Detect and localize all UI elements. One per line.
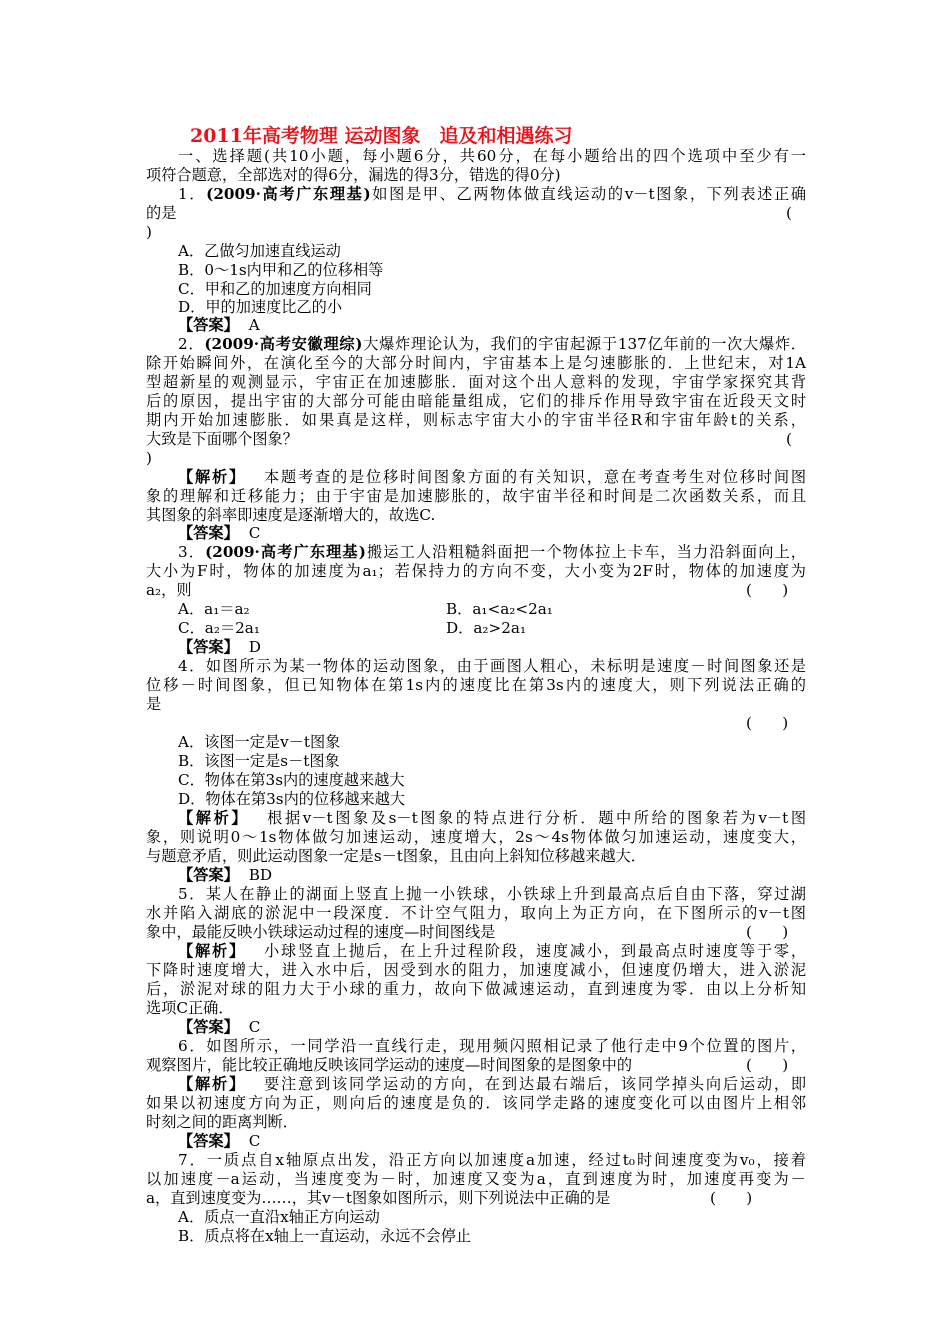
q4-option-d: D．物体在第3s内的位移越来越大	[178, 790, 406, 808]
q3-stem-line-3: a₂，则	[146, 581, 192, 599]
q1-stem-text: 如图是甲、乙两物体做直线运动的v－t图象，下列表述正确	[370, 185, 807, 203]
q5-paren: ( )	[746, 923, 789, 941]
q2-paren-open: (	[786, 430, 792, 448]
q2-analysis-label: 【解析】	[178, 468, 246, 486]
q3-option-c: C．a₂＝2a₁	[178, 619, 260, 637]
q7-option-b: B．质点将在x轴上一直运动，永远不会停止	[178, 1227, 472, 1245]
q1-option-b: B．0～1s内甲和乙的位移相等	[178, 261, 384, 279]
q5-analysis-text: 小球竖直上抛后，在上升过程阶段，速度减小，到最高点时速度等于零，	[263, 942, 807, 960]
q2-analysis-line-3: 其图象的斜率即速度是逐渐增大的，故选C.	[146, 506, 436, 524]
q1-answer-label: 【答案】	[178, 316, 239, 334]
q4-analysis-line-1	[178, 809, 806, 828]
q2-answer-value: C	[248, 524, 261, 542]
q1-option-c: C．甲和乙的加速度方向相同	[178, 280, 372, 298]
q3-answer-label: 【答案】	[178, 638, 239, 656]
q5-answer-value: C	[248, 1018, 261, 1036]
q2-stem-line-1	[178, 335, 806, 354]
q6-stem-line-1: 6．如图所示，一同学沿一直线行走，现用频闪照相记录了他行走中9个位置的图片，	[178, 1037, 806, 1055]
q3-option-a: A．a₁＝a₂	[178, 600, 250, 618]
q2-analysis-line-1	[178, 468, 806, 487]
q5-analysis-line-4: 选项C正确．	[146, 999, 234, 1017]
q4-analysis-line-3: 与题意矛盾，则此运动图象一定是s－t图象，且由向上斜知位移越来越大．	[146, 847, 646, 865]
q5-analysis-line-2: 下降时速度增大，进入水中后，因受到水的阻力，加速度减小，但速度仍增大，进入淤泥	[146, 961, 806, 979]
q3-option-d: D．a₂>2a₁	[446, 619, 527, 637]
q4-analysis-text: 根据v－t图象及s－t图象的特点进行分析．题中所给的图象若为v－t图	[267, 809, 807, 827]
q2-number: 2．	[178, 335, 205, 353]
q1-source: (2009·高考广东理基)	[206, 185, 371, 203]
q4-analysis-label: 【解析】	[178, 809, 250, 827]
section-header-line-2: 项符合题意，全部选对的得6分，漏选的得3分，错选的得0分)	[146, 166, 561, 184]
q4-stem-line-3: 是	[146, 695, 162, 713]
q3-option-b: B．a₁<a₂<2a₁	[446, 600, 553, 618]
q4-paren: ( )	[746, 714, 789, 732]
q1-stem-line-1	[178, 185, 806, 204]
q6-answer-label: 【答案】	[178, 1132, 239, 1150]
q1-stem-line-2: 的是	[146, 204, 177, 222]
q2-answer	[178, 524, 806, 543]
q3-answer	[178, 638, 806, 657]
q3-stem-line-2: 大小为F时，物体的加速度为a₁；若保持力的方向不变，大小变为2F时，物体的加速度为	[146, 562, 806, 580]
q2-answer-label: 【答案】	[178, 524, 239, 542]
q6-answer-value: C	[248, 1132, 261, 1150]
q4-option-c: C．物体在第3s内的速度越来越大	[178, 771, 405, 789]
q4-stem-line-1: 4．如图所示为某一物体的运动图象，由于画图人粗心，未标明是速度－时间图象还是	[178, 657, 806, 675]
q2-stem-line-6: 大致是下面哪个图象？	[146, 430, 298, 448]
q5-stem-line-1: 5．某人在静止的湖面上竖直上抛一小铁球，小铁球上升到最高点后自由下落，穿过湖	[178, 885, 806, 903]
q7-stem-line-3: a，直到速度变为……，其v－t图象如图所示，则下列说法中正确的是	[146, 1189, 611, 1207]
q3-source: (2009·高考广东理基)	[205, 543, 366, 561]
q5-stem-line-2: 水并陷入湖底的淤泥中一段深度．不计空气阻力，取向上为正方向，在下图所示的v－t图	[146, 904, 806, 922]
q1-paren-open: (	[786, 204, 792, 222]
q1-answer-value: A	[248, 316, 260, 334]
section-header-line-1: 一、选择题(共10小题，每小题6分，共60分，在每小题给出的四个选项中至少有一	[178, 147, 806, 165]
q4-answer-value: BD	[248, 866, 273, 884]
q6-analysis-text: 要注意到该同学运动的方向，在到达最右端后，该同学掉头向后运动，即	[263, 1075, 807, 1093]
q4-stem-line-2: 位移－时间图象，但已知物体在第1s内的速度比在第3s内的速度大，则下列说法正确的	[146, 676, 806, 694]
q6-analysis-line-2: 如果以初速度方向为正，则向后的速度是负的．该同学走路的速度变化可以由图片上相邻	[146, 1094, 806, 1112]
q5-analysis-line-1	[178, 942, 806, 961]
q2-stem-text: 大爆炸理论认为，我们的宇宙起源于137亿年前的一次大爆炸．	[362, 335, 806, 353]
q4-option-a: A．该图一定是v－t图象	[178, 733, 341, 751]
q1-option-d: D．甲的加速度比乙的小	[178, 298, 343, 316]
q2-stem-line-2: 除开始瞬间外，在演化至今的大部分时间内，宇宙基本上是匀速膨胀的．上世纪末，对1A	[146, 354, 806, 372]
q4-analysis-line-2: 象，则说明0～1s物体做匀加速运动，速度增大，2s～4s物体做匀加速运动，速度变大，	[146, 828, 806, 846]
q3-answer-value: D	[248, 638, 261, 656]
q3-stem-text: 搬运工人沿粗糙斜面把一个物体拉上卡车，当力沿斜面向上，	[365, 543, 806, 561]
q1-paren-close: )	[146, 223, 152, 241]
q2-source: (2009·高考安徽理综)	[204, 335, 363, 353]
q6-analysis-label: 【解析】	[178, 1075, 246, 1093]
q1-answer	[178, 316, 806, 335]
q6-analysis-line-1	[178, 1075, 806, 1094]
q4-answer	[178, 866, 806, 885]
q6-stem-line-2: 观察图片，能比较正确地反映该同学运动的速度—时间图象的是图象中的	[146, 1056, 632, 1074]
q3-options-row-2	[178, 619, 806, 638]
q4-option-b: B．该图一定是s－t图象	[178, 752, 340, 770]
q3-stem-line-1	[178, 543, 806, 562]
q5-answer-label: 【答案】	[178, 1018, 239, 1036]
q7-stem-line-2: 以加速度－a运动，当速度变为－时，加速度又变为a，直到速度为时，加速度再变为－	[146, 1170, 806, 1188]
q2-stem-line-3: 型超新星的观测显示，宇宙正在加速膨胀．面对这个出人意料的发现，宇宙学家探究其背	[146, 373, 806, 391]
q2-analysis-text: 本题考查的是位移时间图象方面的有关知识，意在考查考生对位移时间图	[263, 468, 807, 486]
q3-number: 3．	[178, 543, 206, 561]
q3-options-row-1	[178, 600, 806, 619]
q2-stem-line-4: 后的原因，提出宇宙的大部分可能由暗能量组成，它们的排斥作用导致宇宙在近段天文时	[146, 392, 806, 410]
q5-answer	[178, 1018, 806, 1037]
q1-option-a: A．乙做匀加速直线运动	[178, 242, 341, 260]
q2-stem-line-5: 期内开始加速膨胀．如果真是这样，则标志宇宙大小的宇宙半径R和宇宙年龄t的关系，	[146, 411, 806, 429]
page-title: 2011年高考物理 运动图象 追及和相遇练习	[190, 125, 573, 147]
q7-option-a: A．质点一直沿x轴正方向运动	[178, 1208, 380, 1226]
q5-analysis-line-3: 后，淤泥对球的阻力大于小球的重力，故向下做减速运动，直到速度为零．由以上分析知	[146, 980, 806, 998]
q7-stem-line-1: 7．一质点自x轴原点出发，沿正方向以加速度a加速，经过t₀时间速度变为v₀，接着	[178, 1151, 806, 1169]
q3-paren: ( )	[746, 581, 789, 599]
q5-stem-line-3: 象中，最能反映小铁球运动过程的速度—时间图线是	[146, 923, 496, 941]
q1-number: 1．	[178, 185, 207, 203]
q4-answer-label: 【答案】	[178, 866, 239, 884]
q2-analysis-line-2: 象的理解和迁移能力；由于宇宙是加速膨胀的，故宇宙半径和时间是二次函数关系，而且	[146, 487, 806, 505]
q6-paren: ( )	[746, 1056, 789, 1074]
q6-answer	[178, 1132, 806, 1151]
q2-paren-close: )	[146, 449, 152, 467]
q6-analysis-line-3: 时刻之间的距离判断．	[146, 1113, 298, 1131]
q7-paren: ( )	[710, 1189, 753, 1207]
q5-analysis-label: 【解析】	[178, 942, 246, 960]
